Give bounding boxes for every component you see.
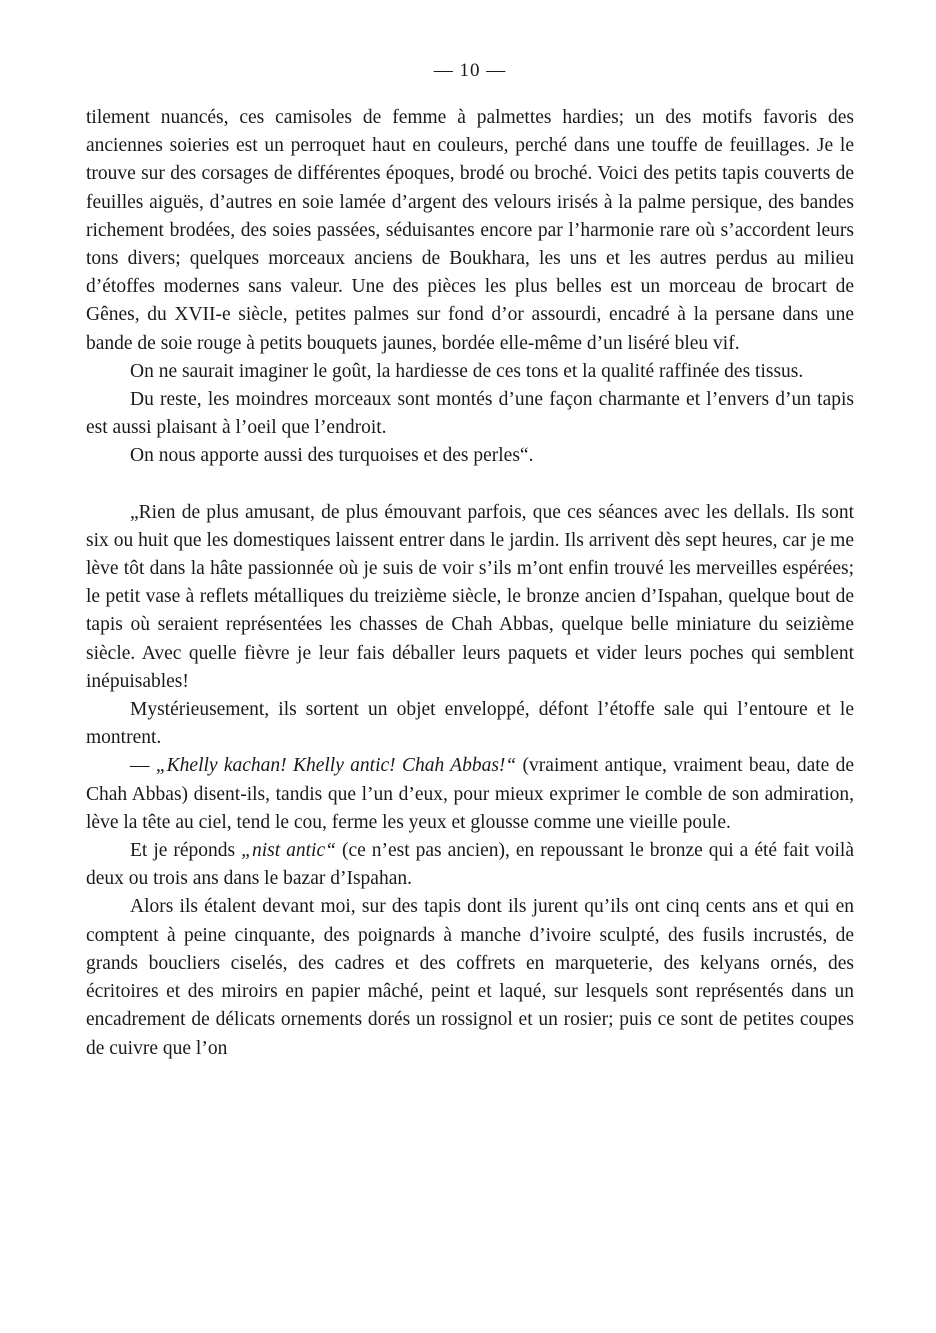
paragraph-alors: Alors ils étalent devant moi, sur des tapis dont ils jurent qu’ils ont cinq cents ans et qui en comptent à peine cinquante, des poignards à manche d’ivoire sculpté, des fusils incrustés, de grands boucliers ciselés, des cadres et des coffrets en marqueterie, des kelyans ornés, des écritoires et des miroirs en papier mâché, peint et laqué, sur lesquels sont représentés dans un encadrement de délicats ornements dorés un rossignol et un rosier; puis ce sont de petites coupes de cuivre que l’on [86, 896, 854, 1059]
dash-lead: — [130, 755, 156, 777]
nist-antic-rest: (ce n’est pas ancien), en repoussant le bronze qui a été fait voilà deux ou trois ans dans le bazar d’Ispahan. [86, 840, 854, 890]
reponds-lead: Et je réponds [130, 840, 242, 862]
quote-nist-antic: „nist antic“ [241, 840, 336, 862]
khelly-rest: (vraiment antique, vraiment beau, date de Chah Abbas) disent-ils, tandis que l’un d’eux, pour mieux exprimer le comble de son admiration, lève la tête au ciel, tend le cou, ferme les yeux et glousse comme une vieille poule. [86, 755, 855, 833]
paragraph-khelly [86, 752, 854, 837]
paragraph-reste: Du reste, les moindres morceaux sont montés d’une façon charmante et l’envers d’un tapis est aussi plaisant à l’oeil que l’endroit. [86, 389, 854, 439]
paragraph-gout: On ne saurait imaginer le goût, la hardiesse de ces tons et la qualité raffinée des tissus. [130, 360, 804, 382]
paragraph-dellals: „Rien de plus amusant, de plus émouvant parfois, que ces séances avec les dellals. Ils sont six ou huit que les domestiques laissent entrer dans le jardin. Ils arrivent dès sept heures, car je me lève tôt dans la hâte passionnée où je suis de voir s’ils m’ont enfin trouvé les merveilles espérées; le petit vase à reflets métalliques du treizième siècle, le bronze ancien d’Ispahan, quelque bout de tapis où seraient représentées les chasses de Chah Abbas, quelque belle miniature du seizième siècle. Avec quelle fièvre je leur fais déballer leurs paquets et vider leurs poches qui semblent inépuisables! [86, 501, 854, 692]
paragraph-turquoises: On nous apporte aussi des turquoises et des perles“. [130, 445, 534, 467]
paragraph-nist-antic [86, 837, 854, 893]
page-number: — 10 — [433, 60, 507, 81]
paragraph-continuation: tilement nuancés, ces camisoles de femme à palmettes hardies; un des motifs favoris des anciennes soieries est un perroquet haut en couleurs, perché dans une touffe de feuillages. Je le trouve sur des corsages de différentes époques, brodé ou broché. Voici des petits tapis couverts de feuilles aiguës, d’autres en soie lamée d’argent des velours irisés à la palme persique, des bandes richement brodées, des soies passées, séduisantes encore par l’harmonie rare où s’accordent leurs tons divers; quelques morceaux anciens de Boukhara, les uns et les autres perdus au milieu d’étoffes modernes sans valeur. Une des pièces les plus belles est un morceau de brocart de Gênes, du XVII-e siècle, petites palmes sur fond d’or assourdi, encadré à la persane dans une bande de soie rouge à petits bouquets jaunes, bordée elle-même d’un liséré bleu vif. [86, 107, 854, 354]
paragraph-mysterieusement: Mystérieusement, ils sortent un objet enveloppé, défont l’étoffe sale qui l’entoure et le montrent. [86, 699, 854, 749]
section-gap [86, 471, 854, 499]
quote-khelly-kachan: „Khelly kachan! Khelly antic! Chah Abbas!“ [155, 755, 517, 777]
